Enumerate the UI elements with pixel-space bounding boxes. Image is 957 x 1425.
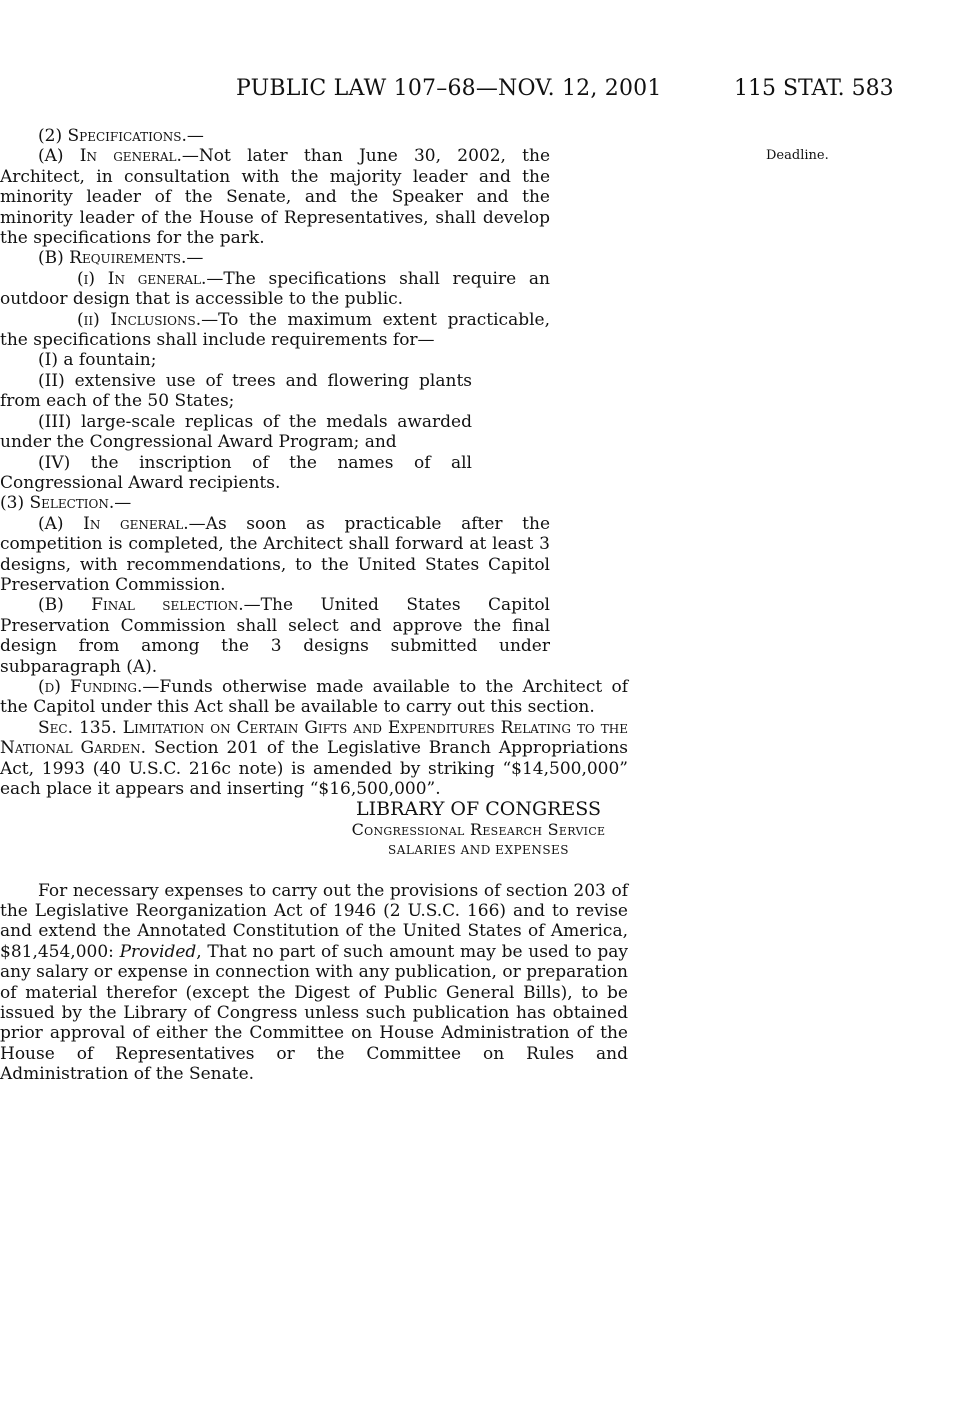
appropriation-text-start: For necessary expenses to carry out the provisions of section 203 of the Legislative Reorganization Act of 1946 (2 U.S.C. 166) and to revise and extend the Annotated Constitution of the United States of America, $81,454,000: bbox=[0, 880, 628, 962]
margin-note: Deadline. bbox=[766, 148, 829, 163]
selection-general bbox=[0, 514, 550, 596]
body-text bbox=[0, 126, 957, 1085]
clause-text: —Not later than June 30, 2002, the Architect, in consultation with the majority leader and the minority leader of the Senate, and the Speaker and the minority leader of the House of Representatives, shall develop the specifications for the park. bbox=[0, 146, 550, 249]
requirements-inclusions bbox=[0, 310, 550, 351]
clause-text: —As soon as practicable after the competition is completed, the Architect shall forward at least 3 designs, with recommendations, to the United States Capitol Preservation Commission. bbox=[0, 513, 550, 595]
running-header-title: PUBLIC LAW 107–68—NOV. 12, 2001 bbox=[236, 76, 662, 101]
heading-library-of-congress: LIBRARY OF CONGRESS bbox=[355, 798, 601, 821]
selection-heading: (3) Selection.— bbox=[0, 493, 132, 514]
page-number: 115 STAT. 583 bbox=[734, 76, 894, 101]
specifications-general bbox=[0, 146, 550, 248]
requirements-general bbox=[0, 269, 550, 310]
section-text: Section 201 of the Legislative Branch Appropriations Act, 1993 (40 U.S.C. 216c note) is amended by striking “$14,500,000” each place it appears and inserting “$16,500,000”. bbox=[0, 738, 628, 799]
clause-label: (A) In general. bbox=[38, 146, 182, 167]
clause-text: —The United States Capitol Preservation Commission shall select and approve the final design from among the 3 designs submitted under subparagraph (A). bbox=[0, 595, 550, 677]
clause-text: —The specifications shall require an outdoor design that is accessible to the public. bbox=[0, 268, 550, 310]
specifications-heading: (2) Specifications.— bbox=[38, 126, 204, 146]
clause-label: (i) In general. bbox=[77, 268, 207, 289]
clause-label: (ii) Inclusions. bbox=[77, 309, 202, 330]
clause-text: —Funds otherwise made available to the Architect of the Capitol under this Act shall be available to carry out this section. bbox=[0, 676, 628, 718]
clause-text: —To the maximum extent practicable, the specifications shall include requirements for— bbox=[0, 309, 550, 351]
provided-italic: Provided bbox=[119, 941, 197, 962]
final-selection bbox=[0, 595, 550, 677]
appropriation-text-end: , That no part of such amount may be used to pay any salary or expense in connection with any publication, or preparation of material therefor (except the Digest of Public General Bills), to be issued by the Library of Congress unless such publication has obtained prior approval of either the Committee on House Administration of the House of Representatives or the Committee on Rules and Administration of the Senate. bbox=[0, 941, 628, 1085]
heading-salaries-and-expenses: SALARIES AND EXPENSES bbox=[387, 843, 570, 858]
clause-label: (A) In general. bbox=[38, 513, 189, 534]
section-label: Sec. 135. bbox=[38, 717, 117, 738]
appropriation-paragraph bbox=[0, 881, 628, 1085]
inclusion-item: (II) extensive use of trees and flowering plants from each of the 50 States; bbox=[0, 370, 472, 412]
section-title: Limitation on Certain Gifts and Expenditures Relating to the National Garden. bbox=[0, 717, 629, 759]
section-135 bbox=[0, 718, 628, 800]
clause-label: (d) Funding. bbox=[38, 676, 143, 697]
inclusion-item: (I) a fountain; bbox=[38, 350, 157, 371]
requirements-heading: (B) Requirements.— bbox=[38, 248, 204, 269]
funding-paragraph bbox=[0, 677, 628, 718]
inclusion-item: (IV) the inscription of the names of all Congressional Award recipients. bbox=[0, 452, 472, 493]
inclusion-item: (III) large-scale replicas of the medals awarded under the Congressional Award Program; and bbox=[0, 411, 472, 453]
clause-label: (B) Final selection. bbox=[38, 595, 244, 616]
heading-congressional-research-service: Congressional Research Service bbox=[351, 819, 606, 839]
